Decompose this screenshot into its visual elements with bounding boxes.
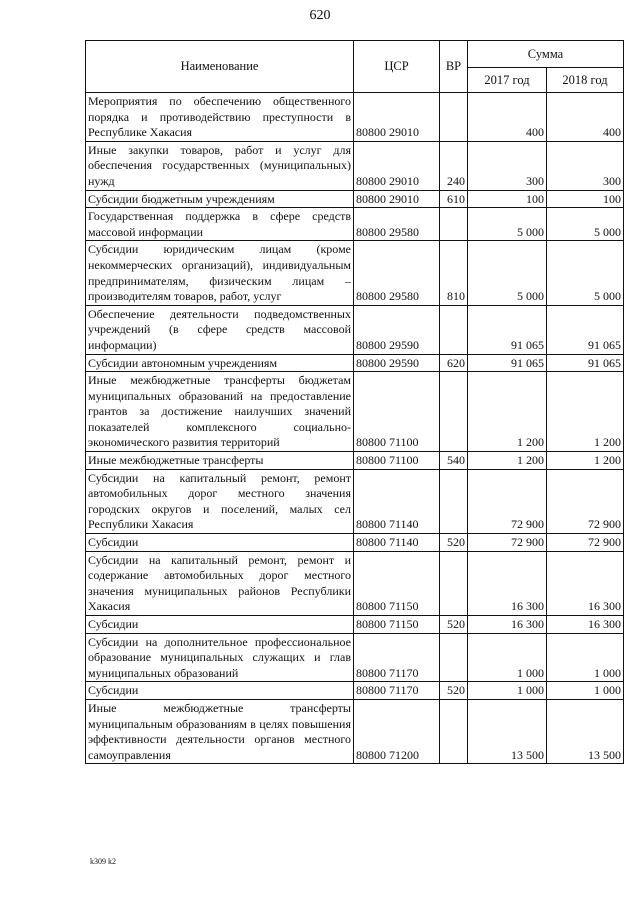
header-vr: ВР [440, 41, 468, 93]
row-sum-2018: 100 [547, 190, 624, 208]
row-csr: 80800 29010 [354, 141, 440, 190]
row-name: Субсидии [86, 534, 354, 552]
row-csr: 80800 71170 [354, 633, 440, 682]
row-vr [440, 208, 468, 241]
table-row [86, 190, 624, 208]
row-sum-2017: 91 065 [468, 305, 547, 354]
table-row [86, 551, 624, 615]
row-sum-2018: 300 [547, 141, 624, 190]
row-vr: 240 [440, 141, 468, 190]
table-row [86, 452, 624, 470]
row-sum-2018: 72 900 [547, 534, 624, 552]
table-row [86, 372, 624, 452]
row-sum-2018: 1 000 [547, 682, 624, 700]
row-vr [440, 93, 468, 142]
row-vr [440, 699, 468, 763]
row-sum-2018: 400 [547, 93, 624, 142]
row-csr: 80800 71200 [354, 699, 440, 763]
row-csr: 80800 71170 [354, 682, 440, 700]
row-vr: 520 [440, 682, 468, 700]
table-row [86, 354, 624, 372]
row-vr [440, 305, 468, 354]
row-sum-2017: 5 000 [468, 241, 547, 305]
row-vr: 520 [440, 534, 468, 552]
table-row [86, 305, 624, 354]
row-name: Иные закупки товаров, работ и услуг для обеспечения государственных (муниципальных) нужд [86, 141, 354, 190]
row-csr: 80800 71140 [354, 534, 440, 552]
row-sum-2017: 1 200 [468, 372, 547, 452]
header-csr: ЦСР [354, 41, 440, 93]
row-sum-2017: 1 000 [468, 682, 547, 700]
header-year-2018: 2018 год [547, 68, 624, 93]
row-name: Субсидии [86, 616, 354, 634]
row-sum-2018: 1 200 [547, 452, 624, 470]
row-vr: 520 [440, 616, 468, 634]
row-sum-2018: 16 300 [547, 616, 624, 634]
table-row [86, 241, 624, 305]
row-csr: 80800 29590 [354, 354, 440, 372]
row-vr [440, 633, 468, 682]
table-row [86, 699, 624, 763]
row-name: Иные межбюджетные трансферты [86, 452, 354, 470]
table-row [86, 616, 624, 634]
row-name: Субсидии на капитальный ремонт, ремонт автомобильных дорог местного значения городских округов и поселений, малых сел Республики Хакасия [86, 469, 354, 533]
row-sum-2017: 1 200 [468, 452, 547, 470]
row-name: Субсидии на капитальный ремонт, ремонт и содержание автомобильных дорог местного значения муниципальных районов Республики Хакасия [86, 551, 354, 615]
row-sum-2017: 1 000 [468, 633, 547, 682]
page-number: 620 [309, 8, 331, 23]
row-vr: 610 [440, 190, 468, 208]
row-sum-2018: 72 900 [547, 469, 624, 533]
row-sum-2017: 16 300 [468, 551, 547, 615]
row-name: Субсидии юридическим лицам (кроме некоммерческих организаций), индивидуальным предпринимателям, физическим лицам – производителям товаров, работ, услуг [86, 241, 354, 305]
row-sum-2017: 72 900 [468, 534, 547, 552]
row-csr: 80800 71140 [354, 469, 440, 533]
row-csr: 80800 71150 [354, 551, 440, 615]
row-name: Обеспечение деятельности подведомственных учреждений (в сфере средств массовой информации) [86, 305, 354, 354]
row-csr: 80800 29010 [354, 93, 440, 142]
row-sum-2017: 5 000 [468, 208, 547, 241]
row-vr: 540 [440, 452, 468, 470]
table-row [86, 93, 624, 142]
row-name: Субсидии бюджетным учреждениям [86, 190, 354, 208]
row-sum-2018: 1 000 [547, 633, 624, 682]
row-sum-2017: 16 300 [468, 616, 547, 634]
header-sum: Сумма [468, 41, 624, 68]
row-csr: 80800 71100 [354, 372, 440, 452]
row-name: Субсидии на дополнительное профессиональное образование муниципальных служащих и глав муниципальных образований [86, 633, 354, 682]
row-sum-2018: 5 000 [547, 241, 624, 305]
table-row [86, 534, 624, 552]
row-sum-2018: 13 500 [547, 699, 624, 763]
row-name: Государственная поддержка в сфере средств массовой информации [86, 208, 354, 241]
row-name: Субсидии [86, 682, 354, 700]
row-sum-2017: 72 900 [468, 469, 547, 533]
row-sum-2018: 5 000 [547, 208, 624, 241]
row-name: Иные межбюджетные трансферты муниципальным образованиям в целях повышения эффективности деятельности органов местного самоуправления [86, 699, 354, 763]
row-vr [440, 372, 468, 452]
row-vr [440, 469, 468, 533]
row-sum-2017: 91 065 [468, 354, 547, 372]
row-sum-2018: 1 200 [547, 372, 624, 452]
table-row [86, 208, 624, 241]
table-row [86, 469, 624, 533]
row-name: Мероприятия по обеспечению общественного порядка и противодействию преступности в Республике Хакасия [86, 93, 354, 142]
row-sum-2017: 13 500 [468, 699, 547, 763]
row-name: Иные межбюджетные трансферты бюджетам муниципальных образований на предоставление грантов за достижение наилучших значений показателей комплексного социально-экономического развития территорий [86, 372, 354, 452]
row-sum-2018: 91 065 [547, 354, 624, 372]
row-vr [440, 551, 468, 615]
row-csr: 80800 71100 [354, 452, 440, 470]
row-vr: 810 [440, 241, 468, 305]
row-sum-2018: 91 065 [547, 305, 624, 354]
row-vr: 620 [440, 354, 468, 372]
header-year-2017: 2017 год [468, 68, 547, 93]
row-csr: 80800 29010 [354, 190, 440, 208]
table-row [86, 682, 624, 700]
table-row [86, 141, 624, 190]
row-csr: 80800 29580 [354, 241, 440, 305]
row-sum-2017: 400 [468, 93, 547, 142]
header-name: Наименование [86, 41, 354, 93]
row-sum-2018: 16 300 [547, 551, 624, 615]
budget-table [85, 40, 624, 764]
table-header [86, 41, 624, 93]
row-csr: 80800 71150 [354, 616, 440, 634]
row-sum-2017: 100 [468, 190, 547, 208]
row-csr: 80800 29580 [354, 208, 440, 241]
row-name: Субсидии автономным учреждениям [86, 354, 354, 372]
table-row [86, 633, 624, 682]
row-csr: 80800 29590 [354, 305, 440, 354]
footer-code: k309 k2 [90, 857, 116, 866]
row-sum-2017: 300 [468, 141, 547, 190]
